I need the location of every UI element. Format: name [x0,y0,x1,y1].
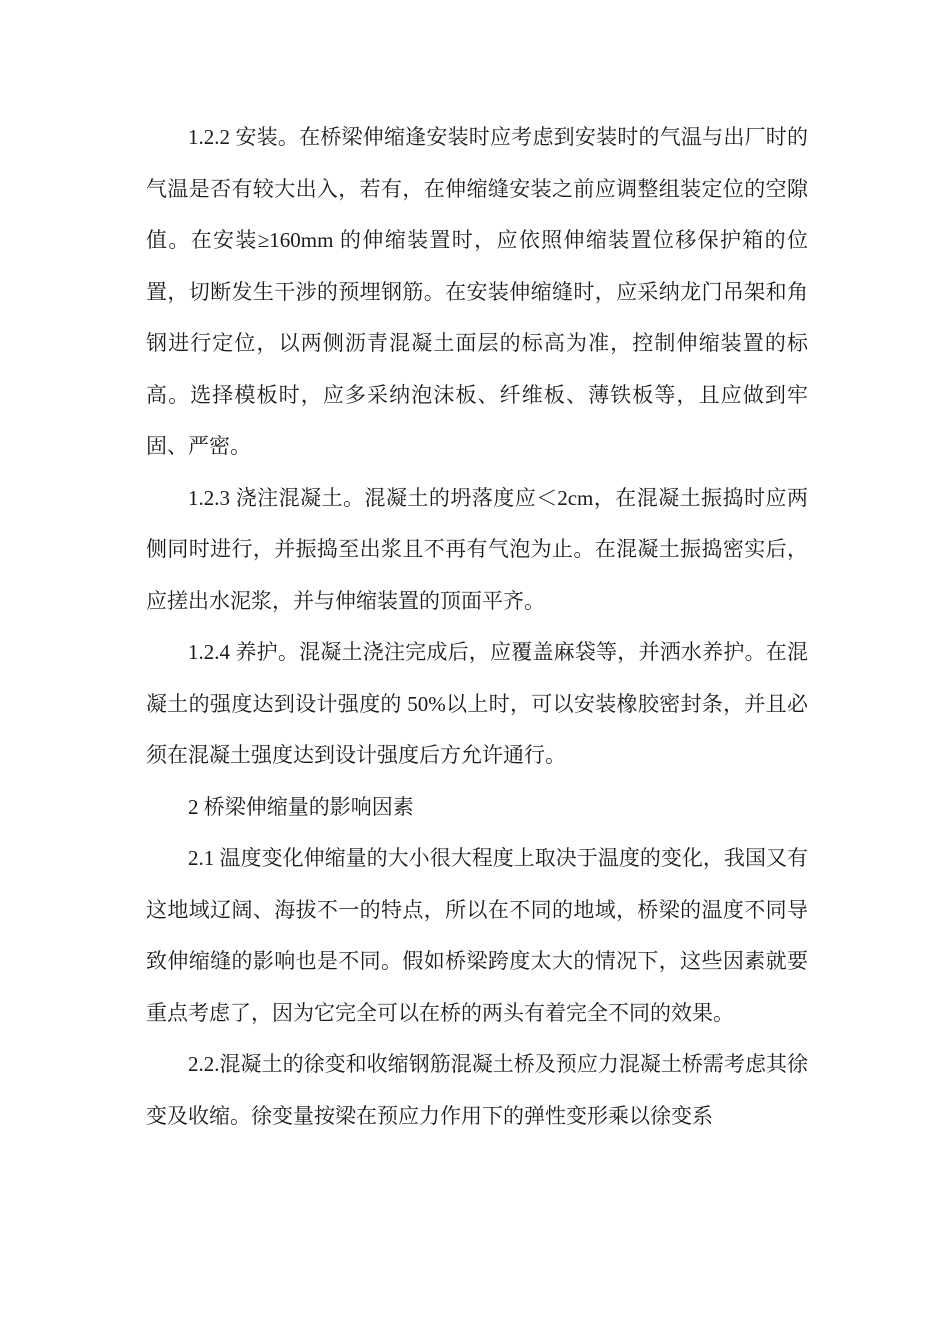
paragraph-temperature-change: 2.1 温度变化伸缩量的大小很大程度上取决于温度的变化，我国又有这地域辽阔、海拔不一的特点，所以在不同的地域，桥梁的温度不同导致伸缩缝的影响也是不同。假如桥梁跨度太大的情况下，这些因素就要重点考虑了，因为它完全可以在桥的两头有着完全不同的效果。 [146,846,808,1025]
paragraph-pouring-concrete: 1.2.3 浇注混凝土。混凝土的坍落度应＜2cm，在混凝土振捣时应两侧同时进行，并振捣至出浆且不再有气泡为止。在混凝土振捣密实后，应搓出水泥浆，并与伸缩装置的顶面平齐。 [146,485,808,613]
paragraph-curing: 1.2.4 养护。混凝土浇注完成后，应覆盖麻袋等，并洒水养护。在混凝土的强度达到设计强度的 50%以上时，可以安装橡胶密封条，并且必须在混凝土强度达到设计强度后方允许通行。 [146,640,808,767]
document-body [146,112,808,1142]
paragraph-creep-shrinkage: 2.2.混凝土的徐变和收缩钢筋混凝土桥及预应力混凝土桥需考虑其徐变及收缩。徐变量按梁在预应力作用下的弹性变形乘以徐变系 [146,1052,808,1128]
paragraph-installation: 1.2.2 安装。在桥梁伸缩逢安装时应考虑到安装时的气温与出厂时的气温是否有较大出入，若有，在伸缩缝安装之前应调整组装定位的空隙值。在安装≥160mm 的伸缩装置时，应依照伸缩装置位移保护箱的位置，切断发生干涉的预埋钢筋。在安装伸缩缝时，应采纳龙门吊架和角钢进行定位，以两侧沥青混凝土面层的标高为准，控制伸缩装置的标高。选择模板时，应多采纳泡沫板、纤维板、薄铁板等，且应做到牢固、严密。 [146,125,808,458]
section-heading-influencing-factors: 2 桥梁伸缩量的影响因素 [188,794,414,819]
